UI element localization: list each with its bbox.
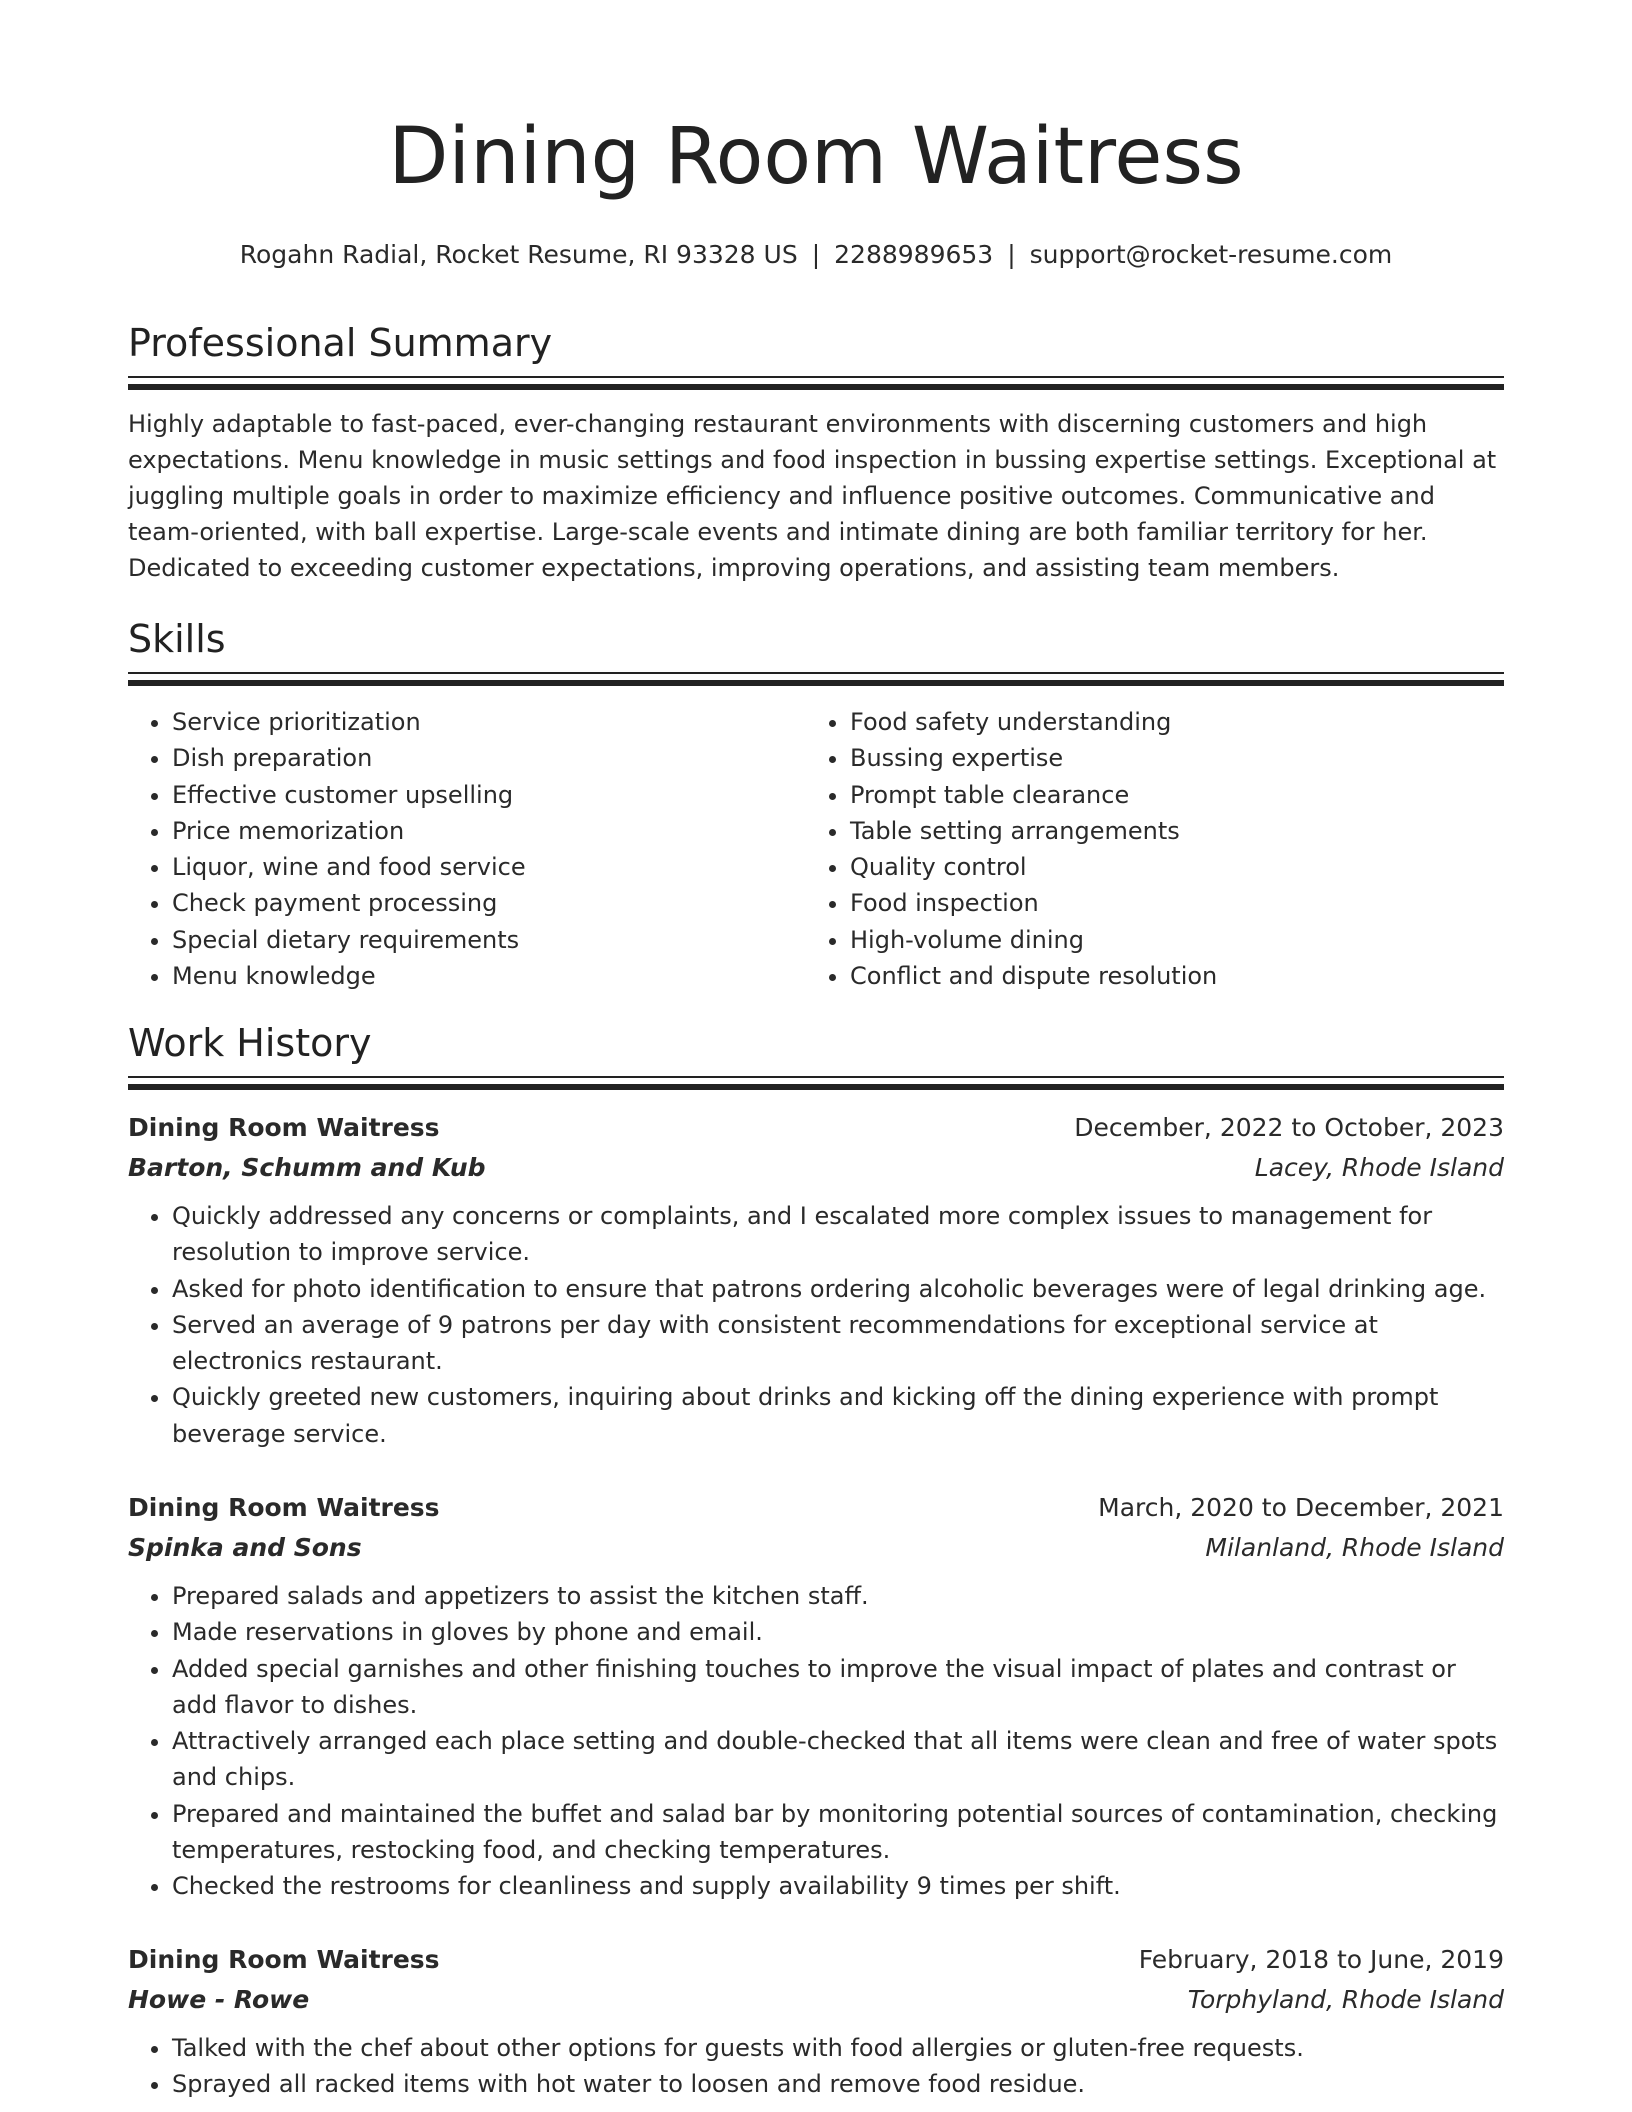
job-header-row: [128, 1488, 1504, 1528]
section-divider: [128, 1076, 1504, 1090]
job-entry: [128, 1488, 1504, 1905]
job-company: Howe - Rowe: [128, 1985, 310, 2014]
skills-list: [128, 704, 1504, 994]
contact-email: support@rocket-resume.com: [1029, 240, 1393, 269]
job-employer-row: [128, 1528, 1504, 1568]
skills-column-left: [128, 704, 806, 994]
skills-column-right: [806, 704, 1484, 994]
job-location: Lacey, Rhode Island: [1254, 1153, 1504, 1182]
skill-item: • Liquor, wine and food service: [172, 849, 806, 885]
contact-separator: |: [811, 240, 821, 269]
job-company: Barton, Schumm and Kub: [128, 1153, 486, 1182]
summary-text: Highly adaptable to fast-paced, ever-changing restaurant environments with discerning customers and high expectations. Menu knowledge in music settings and food inspection in bussing expertise settings. Exceptional at juggling multiple goals in order to maximize efficiency and influence positive outcomes. Communicative and team-oriented, with ball expertise. Large-scale events and intimate dining are both familiar territory for her. Dedicated to exceeding customer expectations, improving operations, and assisting team members.: [128, 410, 1497, 582]
skill-item: • Prompt table clearance: [850, 777, 1484, 813]
job-bullet: • Attractively arranged each place setting and double-checked that all items were clean and free of water spots and chips.: [172, 1723, 1504, 1796]
job-bullets: [128, 1578, 1504, 1905]
skill-item: • Table setting arrangements: [850, 813, 1484, 849]
job-employer-row: [128, 1148, 1504, 1188]
contact-address: Rogahn Radial, Rocket Resume, RI 93328 US: [239, 240, 798, 269]
job-entry: [128, 1108, 1504, 1452]
job-entry: [128, 1940, 1504, 2103]
contact-separator: |: [1007, 240, 1016, 269]
section-divider: [128, 672, 1504, 686]
section-title-summary: Professional Summary: [128, 321, 553, 365]
job-bullet: • Served an average of 9 patrons per day with consistent recommendations for exceptional service at electronics restaurant.: [172, 1307, 1504, 1380]
job-bullets: [128, 2030, 1504, 2103]
skill-item: • Food inspection: [850, 885, 1484, 921]
skill-item: • Price memorization: [172, 813, 806, 849]
skill-item: • Effective customer upselling: [172, 777, 806, 813]
job-location: Milanland, Rhode Island: [1205, 1533, 1504, 1562]
skill-item: • Check payment processing: [172, 885, 806, 921]
section-title-work: Work History: [128, 1021, 372, 1065]
skill-item: • Bussing expertise: [850, 740, 1484, 776]
contact-line: [128, 240, 1504, 270]
job-title: Dining Room Waitress: [128, 1113, 440, 1142]
job-company: Spinka and Sons: [128, 1533, 362, 1562]
job-bullet: • Prepared salads and appetizers to assist the kitchen staff.: [172, 1578, 1504, 1614]
job-bullet: • Quickly greeted new customers, inquiring about drinks and kicking off the dining experience with prompt beverage service.: [172, 1379, 1504, 1452]
job-bullet: • Quickly addressed any concerns or complaints, and I escalated more complex issues to management for resolution to improve service.: [172, 1198, 1504, 1271]
job-bullet: • Made reservations in gloves by phone and email.: [172, 1614, 1504, 1650]
job-dates: February, 2018 to June, 2019: [1138, 1945, 1504, 1974]
contact-phone: 2288989653: [834, 240, 994, 269]
skill-item: • Menu knowledge: [172, 958, 806, 994]
job-bullets: [128, 1198, 1504, 1452]
skill-item: • Service prioritization: [172, 704, 806, 740]
job-bullet: • Prepared and maintained the buffet and salad bar by monitoring potential sources of contamination, checking temperatures, restocking food, and checking temperatures.: [172, 1796, 1504, 1869]
job-dates: December, 2022 to October, 2023: [1074, 1113, 1504, 1142]
candidate-name: Dining Room Waitress: [388, 112, 1244, 202]
job-title: Dining Room Waitress: [128, 1493, 440, 1522]
job-bullet: • Asked for photo identification to ensure that patrons ordering alcoholic beverages were of legal drinking age.: [172, 1271, 1504, 1307]
skill-item: • Food safety understanding: [850, 704, 1484, 740]
job-header-row: [128, 1940, 1504, 1980]
job-bullet: • Sprayed all racked items with hot water to loosen and remove food residue.: [172, 2066, 1504, 2102]
skill-item: • Quality control: [850, 849, 1484, 885]
job-bullet: • Talked with the chef about other options for guests with food allergies or gluten-free requests.: [172, 2030, 1504, 2066]
job-bullet: • Added special garnishes and other finishing touches to improve the visual impact of plates and contrast or add flavor to dishes.: [172, 1651, 1504, 1724]
skill-item: • Special dietary requirements: [172, 922, 806, 958]
job-title: Dining Room Waitress: [128, 1945, 440, 1974]
job-dates: March, 2020 to December, 2021: [1098, 1493, 1504, 1522]
section-title-skills: Skills: [128, 617, 226, 661]
job-bullet: • Checked the restrooms for cleanliness and supply availability 9 times per shift.: [172, 1868, 1504, 1904]
job-header-row: [128, 1108, 1504, 1148]
skill-item: • Dish preparation: [172, 740, 806, 776]
skill-item: • High-volume dining: [850, 922, 1484, 958]
section-divider: [128, 376, 1504, 390]
job-location: Torphyland, Rhode Island: [1187, 1985, 1504, 2014]
skill-item: • Conflict and dispute resolution: [850, 958, 1484, 994]
job-employer-row: [128, 1980, 1504, 2020]
